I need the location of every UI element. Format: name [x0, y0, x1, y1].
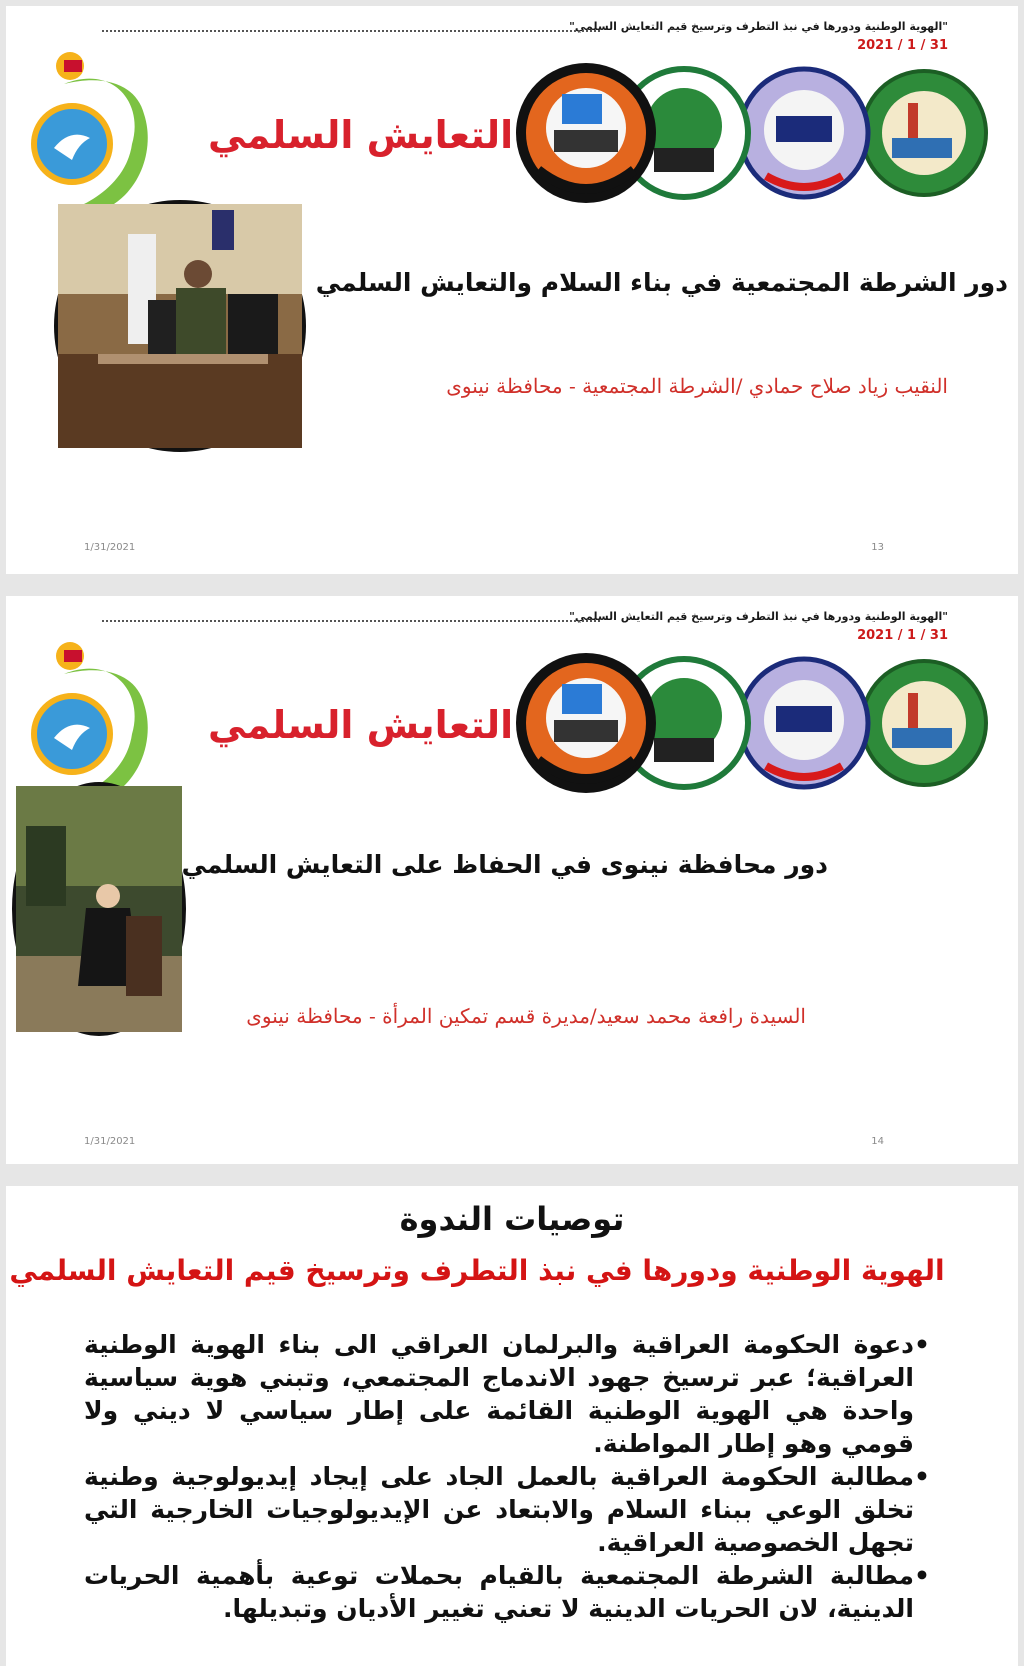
footer-date: 1/31/2021	[84, 1136, 136, 1147]
recommendations-subheading: الهوية الوطنية ودورها في نبذ التطرف وترسيخ قيم التعايش السلمي	[9, 1254, 945, 1287]
recommendations-list	[84, 1328, 930, 1625]
list-item: • مطالبة الحكومة العراقية بالعمل الجاد على إيجاد إيديولوجية وطنية تخلق الوعي ببناء السلام والابتعاد عن الإيديولوجيات الخارجية التي تجهل الخصوصية العراقية.	[84, 1460, 930, 1559]
talk-title: دور محافظة نينوى في الحفاظ على التعايش السلمي	[181, 850, 828, 879]
header-date: 2021 / 1 / 31	[857, 38, 948, 53]
header-dotted-line	[102, 30, 600, 32]
slide-13	[6, 6, 1018, 574]
slide-14	[6, 596, 1018, 1164]
speaker-name: السيدة رافعة محمد سعيد/مديرة قسم تمكين المرأة - محافظة نينوى	[246, 1004, 806, 1028]
speaker-name: النقيب زياد صلاح حمادي /الشرطة المجتمعية - محافظة نينوى	[446, 374, 948, 398]
speaker-photo-icon	[12, 782, 186, 1036]
header-dotted-line	[102, 620, 600, 622]
header-date: 2021 / 1 / 31	[857, 628, 948, 643]
list-item: • مطالبة الشرطة المجتمعية بالقيام بحملات توعية بأهمية الحريات الدينية، لان الحريات الدينية لا تعني تغيير الأديان وتبديلها.	[84, 1559, 930, 1625]
logo-text: التعايش السلمي	[208, 113, 514, 157]
recommendations-heading: توصيات الندوة	[399, 1200, 625, 1238]
header-title: "الهوية الوطنية ودورها في نبذ التطرف وترسيخ قيم التعايش السلمي"	[569, 610, 948, 623]
page-number: 13	[871, 542, 884, 553]
university-logos-icon	[514, 648, 1002, 798]
talk-title: دور الشرطة المجتمعية في بناء السلام والتعايش السلمي	[315, 268, 1008, 297]
header-title: "الهوية الوطنية ودورها في نبذ التطرف وترسيخ قيم التعايش السلمي"	[569, 20, 948, 33]
footer-date: 1/31/2021	[84, 542, 136, 553]
speaker-photo-icon	[54, 200, 306, 452]
university-logos-icon	[514, 58, 1002, 208]
page-number: 14	[871, 1136, 884, 1147]
coexistence-logo-icon	[24, 634, 514, 804]
logo-text: التعايش السلمي	[208, 703, 514, 747]
list-item: • دعوة الحكومة العراقية والبرلمان العراقي الى بناء الهوية الوطنية العراقية؛ عبر ترسيخ جهود الاندماج المجتمعي، وتبني هوية سياسية واحدة هي الهوية الوطنية القائمة على إطار سياسي لا ديني ولا قومي وهو إطار المواطنة.	[84, 1328, 930, 1460]
recommendations-slide	[6, 1186, 1018, 1666]
coexistence-logo-icon	[24, 44, 514, 214]
